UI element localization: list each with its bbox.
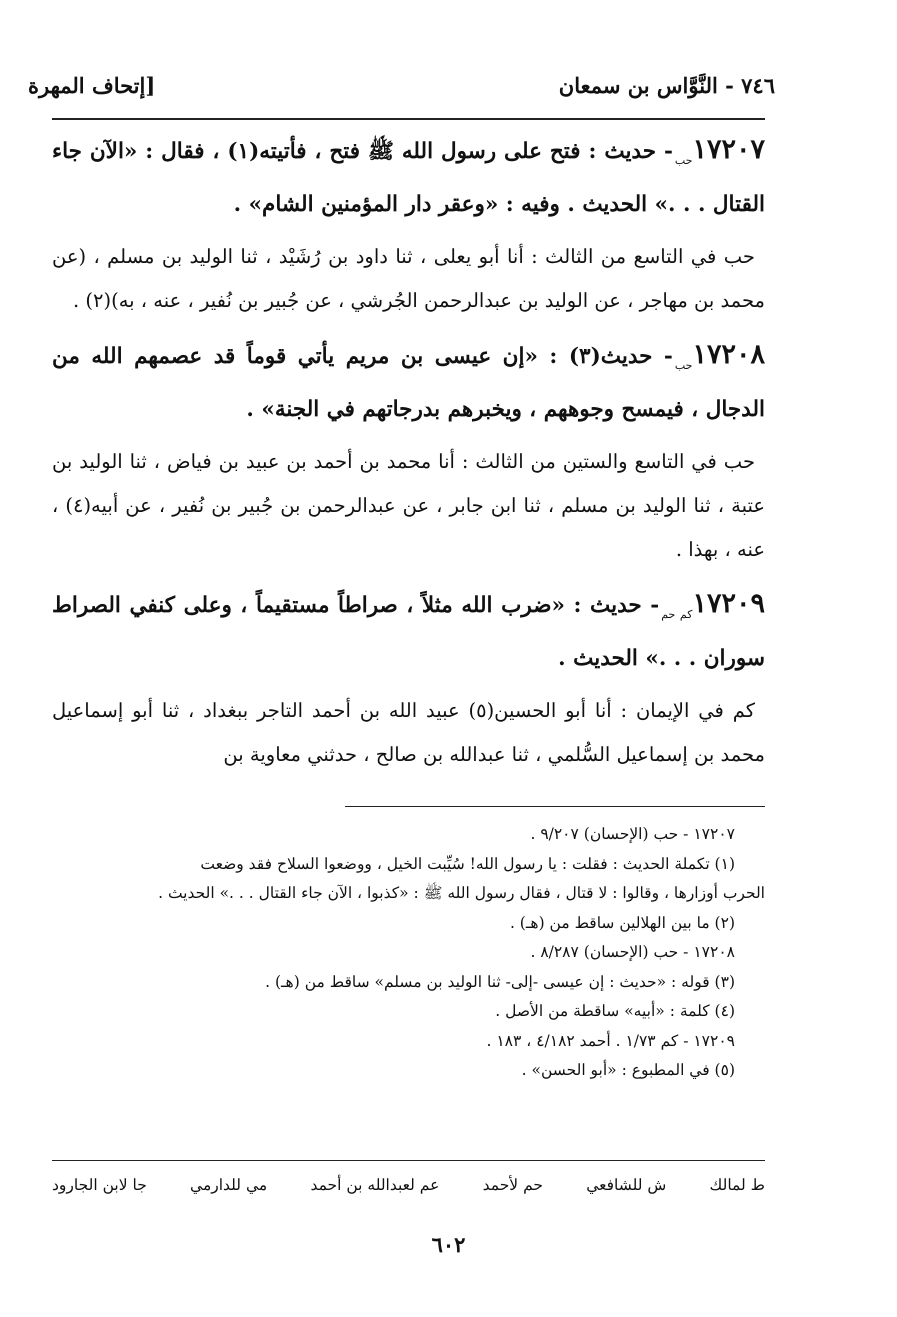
entry-number: ١٧٢٠٨	[692, 339, 765, 370]
book-title: [إتحاف المهرة	[28, 72, 156, 98]
hadith-entry	[52, 333, 765, 572]
footnote: (٣) قوله : «حديث : إن عيسى -إلى- ثنا الوليد بن مسلم» ساقط من (هـ) .	[265, 972, 735, 991]
footnote: ١٧٢٠٧ - حب (الإحسان) ٩/٢٠٧ .	[530, 825, 735, 843]
entry-isnad: حب في التاسع والستين من الثالث : أنا محمد بن أحمد بن عبيد بن فياض ، ثنا الوليد بن عتبة ، ثنا الوليد بن مسلم ، ثنا ابن جابر ، عن عبدالرحمن بن جُبير بن نُفير ، عن أبيه(٤) ، عنه ، بهذا .	[52, 450, 765, 561]
footnote: (٥) في المطبوع : «أبو الحسن» .	[521, 1061, 735, 1079]
footnote: (٢) ما بين الهلالين ساقط من (هـ) .	[509, 913, 735, 932]
footnote-continuation: الحرب أوزارها ، وقالوا : لا قتال ، فقال رسول الله ﷺ : «كذبوا ، الآن جاء القتال . . .» الحديث .	[158, 884, 765, 902]
abbreviation-item: ط لمالك	[709, 1176, 765, 1194]
abbreviation-key	[52, 1176, 765, 1194]
footnote: (١) تكملة الحديث : فقلت : يا رسول الله! سُيِّبت الخيل ، ووضعوا السلاح فقد وضعت	[200, 854, 735, 873]
running-title: ٧٤٦ - النَّوَّاس بن سمعان	[558, 72, 775, 98]
entry-heading-text: - حديث : «ضرب الله مثلاً ، صراطاً مستقيماً ، وعلى كنفي الصراط سوران . . .» الحديث .	[52, 593, 765, 671]
page-number: ٦٠٢	[431, 1232, 466, 1257]
entry-heading	[52, 128, 765, 227]
hadith-entry	[52, 128, 765, 323]
page-header	[28, 68, 775, 102]
entry-number: ١٧٢٠٧	[692, 134, 765, 165]
entry-heading-text: - حديث : فتح على رسول الله ﷺ فتح ، فأتيته(١) ، فقال : «الآن جاء القتال . . .» الحديث . وفيه : «وعقر دار المؤمنين الشام» .	[52, 139, 765, 217]
abbreviation-item: جا لابن الجارود	[52, 1176, 147, 1194]
abbreviation-item: ش للشافعي	[586, 1176, 667, 1194]
entry-isnad: كم في الإيمان : أنا أبو الحسين(٥) عبيد الله بن أحمد التاجر ببغداد ، ثنا أبو إسماعيل محمد بن إسماعيل السُّلمي ، ثنا عبدالله بن صالح ، حدثني معاوية بن	[52, 699, 765, 766]
hadith-entry	[52, 582, 765, 777]
entry-heading	[52, 333, 765, 432]
abbreviation-item: مي للدارمي	[190, 1176, 268, 1194]
footnote: ١٧٢٠٩ - كم ١/٧٣ . أحمد ٤/١٨٢ ، ١٨٣ .	[486, 1031, 735, 1050]
abbreviation-rule	[52, 1160, 765, 1161]
source-code: كم حم	[661, 608, 693, 621]
source-code: حب	[674, 359, 693, 372]
entry-heading	[52, 582, 765, 681]
abbreviation-item: عم لعبدالله بن أحمد	[310, 1176, 440, 1194]
abbreviation-item: حم لأحمد	[482, 1176, 543, 1194]
main-text	[52, 128, 765, 777]
source-code: حب	[674, 154, 693, 167]
header-rule	[52, 118, 765, 120]
footnote: ١٧٢٠٨ - حب (الإحسان) ٨/٢٨٧ .	[530, 943, 735, 961]
footnotes	[52, 820, 765, 1086]
entry-isnad: حب في التاسع من الثالث : أنا أبو يعلى ، ثنا داود بن رُشَيْد ، ثنا الوليد بن مسلم ، (عن محمد بن مهاجر ، عن الوليد بن عبدالرحمن الجُرشي ، عن جُبير بن نُفير ، عنه ، به)(٢) .	[52, 245, 765, 312]
entry-number: ١٧٢٠٩	[692, 588, 765, 619]
entry-heading-text: - حديث(٣) : «إن عيسى بن مريم يأتي قوماً قد عصمهم الله من الدجال ، فيمسح وجوههم ، ويخبرهم بدرجاتهم في الجنة» .	[52, 344, 765, 422]
footnote-rule	[345, 806, 765, 807]
footnote: (٤) كلمة : «أبيه» ساقطة من الأصل .	[495, 1002, 735, 1020]
